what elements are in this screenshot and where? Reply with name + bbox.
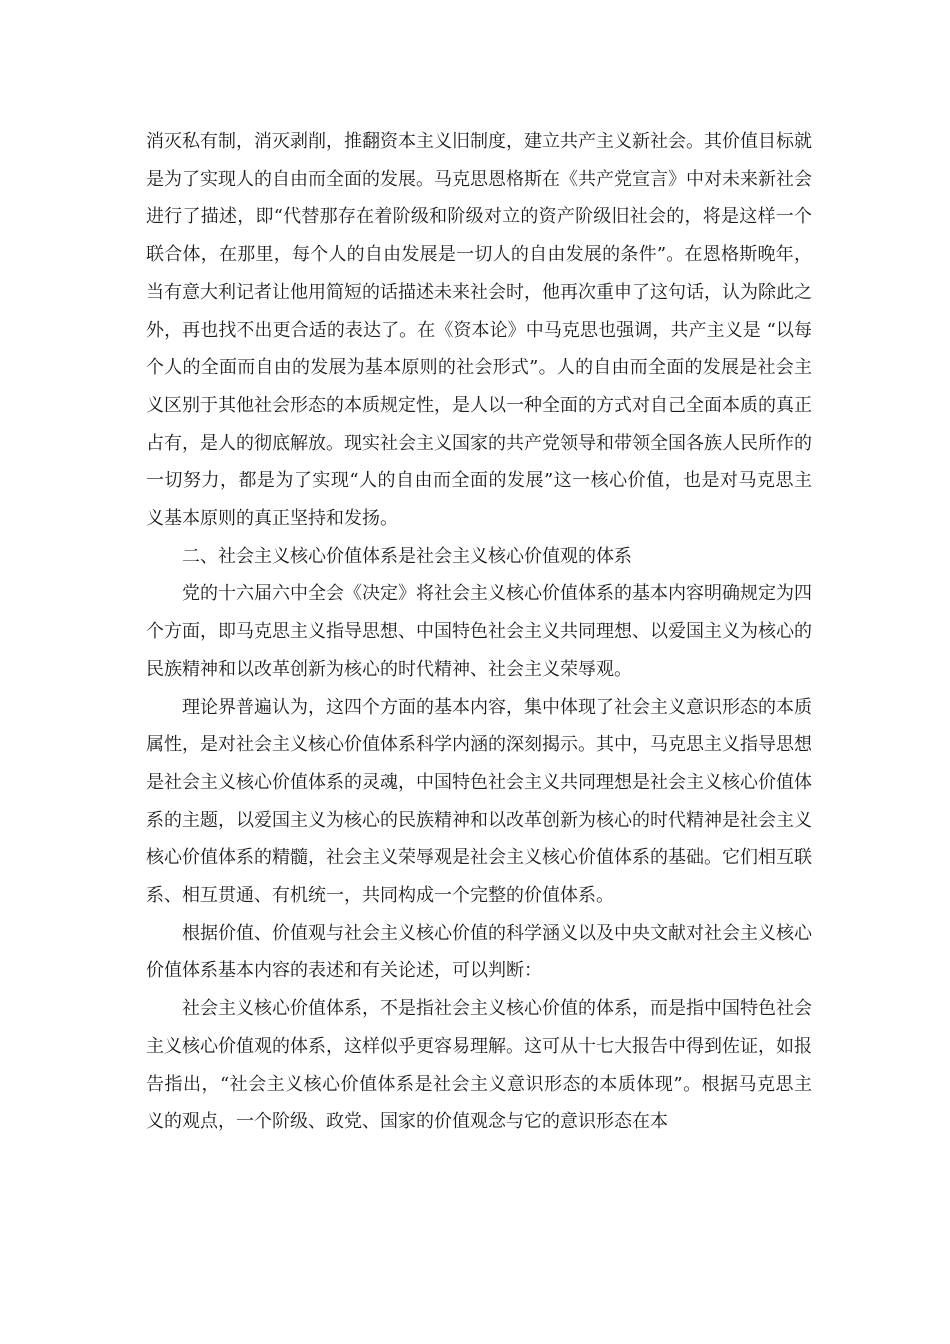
section-heading-two: 二、社会主义核心价值体系是社会主义核心价值观的体系 [182, 545, 632, 567]
paragraph-value-system-definition: 社会主义核心价值体系，不是指社会主义核心价值的体系，而是指中国特色社会主义核心价值观的体系，这样似乎更容易理解。这可从十七大报告中得到佐证，如报告指出，“社会主义核心价值体系是社会主义意识形态的本质体现”。根据马克思主义的观点，一个阶级、政党、国家的价值观念与它的意识形态在本 [146, 998, 812, 1133]
paragraph-four-aspects: 党的十六届六中全会《决定》将社会主义核心价值体系的基本内容明确规定为四个方面，即马克思主义指导思想、中国特色社会主义共同理想、以爱国主义为核心的民族精神和以改革创新为核心的时代精神、社会主义荣辱观。 [146, 583, 812, 680]
paragraph-communist-value-goal: 消灭私有制，消灭剥削，推翻资本主义旧制度，建立共产主义新社会。其价值目标就是为了实现人的自由而全面的发展。马克思恩格斯在《共产党宣言》中对未来新社会进行了描述，即“代替那存在着阶级和阶级对立的资产阶级旧社会的，将是这样一个联合体，在那里，每个人的自由发展是一切人的自由发展的条件”。在恩格斯晚年，当有意大利记者让他用简短的话描述未来社会时，他再次重申了这句话，认为除此之外，再也找不出更合适的表达了。在《资本论》中马克思也强调，共产主义是 “以每个人的全面而自由的发展为基本原则的社会形式”。人的自由而全面的发展是社会主义区别于其他社会形态的本质规定性，是人以一种全面的方式对自己全面本质的真正占有，是人的彻底解放。现实社会主义国家的共产党领导和带领全国各族人民所作的一切努力，都是为了实现“人的自由而全面的发展”这一核心价值，也是对马克思主义基本原则的真正坚持和发扬。 [146, 131, 812, 530]
paragraph-theory-consensus: 理论界普遍认为，这四个方面的基本内容，集中体现了社会主义意识形态的本质属性，是对社会主义核心价值体系科学内涵的深刻揭示。其中，马克思主义指导思想是社会主义核心价值体系的灵魂，中国特色社会主义共同理想是社会主义核心价值体系的主题，以爱国主义为核心的民族精神和以改革创新为核心的时代精神是社会主义核心价值体系的精髓，社会主义荣辱观是社会主义核心价值体系的基础。它们相互联系、相互贯通、有机统一，共同构成一个完整的价值体系。 [146, 696, 812, 907]
document-page [146, 123, 812, 1141]
paragraph-judgment-intro: 根据价值、价值观与社会主义核心价值的科学涵义以及中央文献对社会主义核心价值体系基本内容的表述和有关论述，可以判断： [146, 922, 812, 982]
